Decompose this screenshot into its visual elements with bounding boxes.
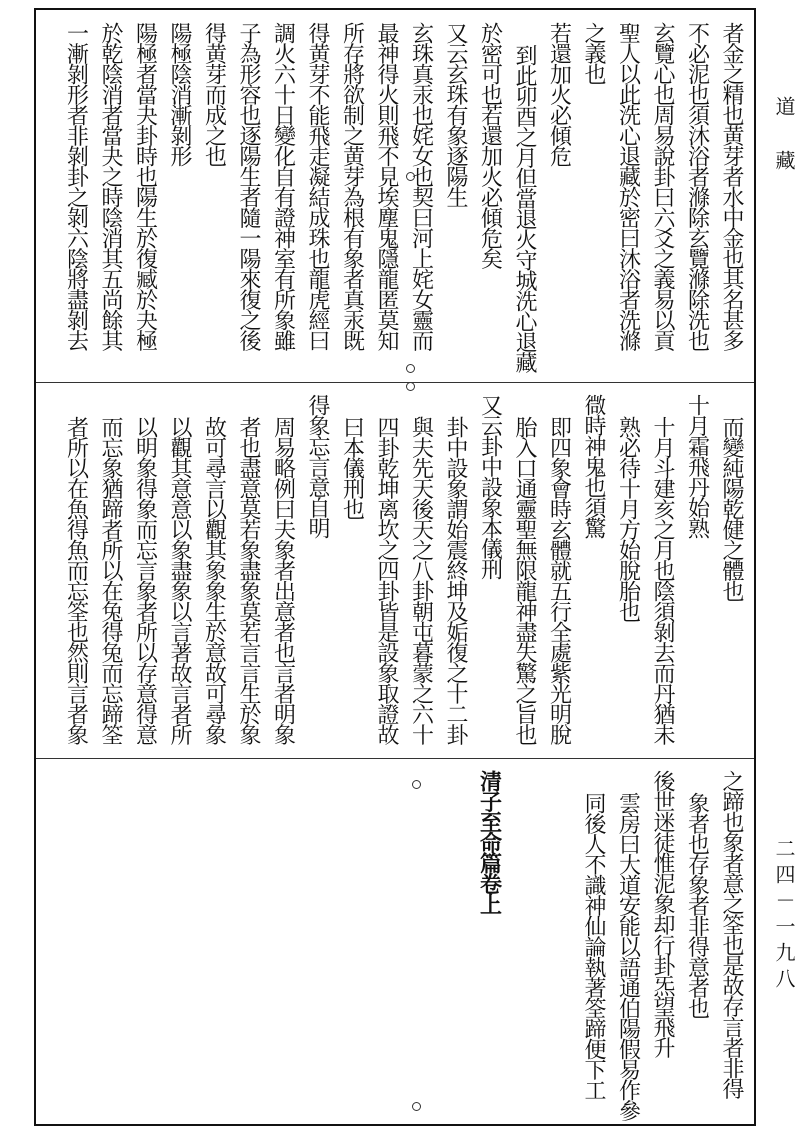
text-panel-top [36,10,754,382]
text-column: 玄珠真汞也姹女也契曰河上姹女靈而 [408,22,434,350]
circle-mark [406,382,415,391]
text-column: 於密可也若還加火必傾危矣 [477,22,503,268]
text-column: 㣲時神鬼也須驚 [581,394,606,538]
text-column: 而忘象猶蹄者所以在兔得兔而忘蹄筌 [98,416,123,744]
text-column: 玄覽心也周易說卦曰六爻之義易以貢 [650,22,675,350]
text-column: 與夫先天後天之八卦朝屯暮蒙之六十 [408,416,434,744]
text-column: 而變純陽乾健之體也 [719,416,744,601]
text-column: 最神得火則飛不見埃塵鬼隱龍匿莫知 [374,22,399,350]
text-column: 四卦乾坤离坎之四卦皆是設象取證故 [374,416,399,744]
text-column: 卦中設象謂始震終坤及姤復之十二卦 [443,416,468,744]
text-column: 陽極陰消漸剝形 [167,22,192,166]
text-column [507,770,542,1124]
text-column: 周易略例曰夫象者出意者也言者明象 [270,416,296,744]
circle-mark [412,780,421,789]
text-column: 若還加火必傾危 [546,22,572,166]
text-column [541,770,576,1124]
text-column: 陽極者當夬卦時也陽生於復臧於夬極 [132,22,158,350]
scroll-title: 清子至命篇卷上 [476,770,503,914]
text-column: 之蹄也象者意之筌也是故存言者非得 [719,770,744,1098]
text-column: 者金之精也黄芽者水中金也其名甚多 [719,22,744,350]
text-column: 之義也 [581,22,606,84]
circle-mark [412,1102,421,1111]
panel-divider [36,382,754,383]
text-column: 聖人以此洗心退藏於密曰沐浴者洗滌 [615,22,641,350]
margin-page-number: 二四－一九八 [772,838,796,994]
margin-book-title: 道藏 [772,96,796,204]
circle-mark [406,172,415,181]
text-panel-bottom [36,760,754,1124]
text-column: 十月霜飛丹始熟 [684,394,710,538]
text-column: 於乾陰消者當夬之時陰消其五尚餘其 [98,22,123,350]
text-column: 以明象得象而忘言象者所以存意得意 [132,416,158,744]
text-column: 後世迷徒惟泥象却行卦炁望飛升 [650,770,675,1057]
text-column: 得象忘言意自明 [305,394,330,538]
text-column: 一漸剝形者非剝卦之剝六陰將盡剝去 [63,22,89,350]
circle-mark [406,364,415,373]
text-panel-middle [36,384,754,758]
text-column: 熟必待十月方始脫胎也 [615,416,641,621]
text-column: 子為形容也逐陽生者隨一陽來復之後 [236,22,261,350]
page-frame [34,8,756,1126]
text-column: 同後人不識神仙論執著筌蹄便下工 [581,792,606,1100]
text-column: 以觀其意意以象盡象以言著故言者所 [167,416,192,744]
text-column: 胎入口通靈聖無限龍神盡失驚之旨也 [512,416,537,744]
text-column: 調火六十日變化自有證神室有所象雖 [270,22,296,350]
text-column: 又云玄珠有象逐陽生 [443,22,468,207]
text-column: 者也盡意莫若象盡象莫若言言生於象 [236,416,261,744]
text-column: 得黄芽而成之也 [201,22,227,166]
text-column: 曰本儀刑也 [339,416,365,519]
text-column: 故可尋言以觀其象象生於意故可尋象 [201,416,227,744]
text-column: 所存將欲制之黄芽為根有象者真汞既 [339,22,365,350]
text-column: 象者也存象者非得意者也 [684,792,710,1018]
text-column: 不必泥也須沐浴者滌除玄覽滌除洗也 [684,22,710,350]
text-column: 到此卯酉之月但當退火守城洗心退藏 [512,44,537,372]
panel-divider [36,758,754,759]
text-column: 十月斗建亥之月也陰須剝去而丹猶未 [650,416,675,744]
text-column: 者所以在魚得魚而忘筌也然則言者象 [63,416,89,744]
text-column: 雲房曰大道安能以語通伯陽假易作參 [615,792,641,1120]
text-column: 得黄芽不能飛走凝結成珠也龍虎經曰 [305,22,330,350]
text-column: 又云卦中設象本儀刑 [477,394,503,579]
text-column: 即四象會時玄體就五行全處紫光明脫 [546,416,572,744]
